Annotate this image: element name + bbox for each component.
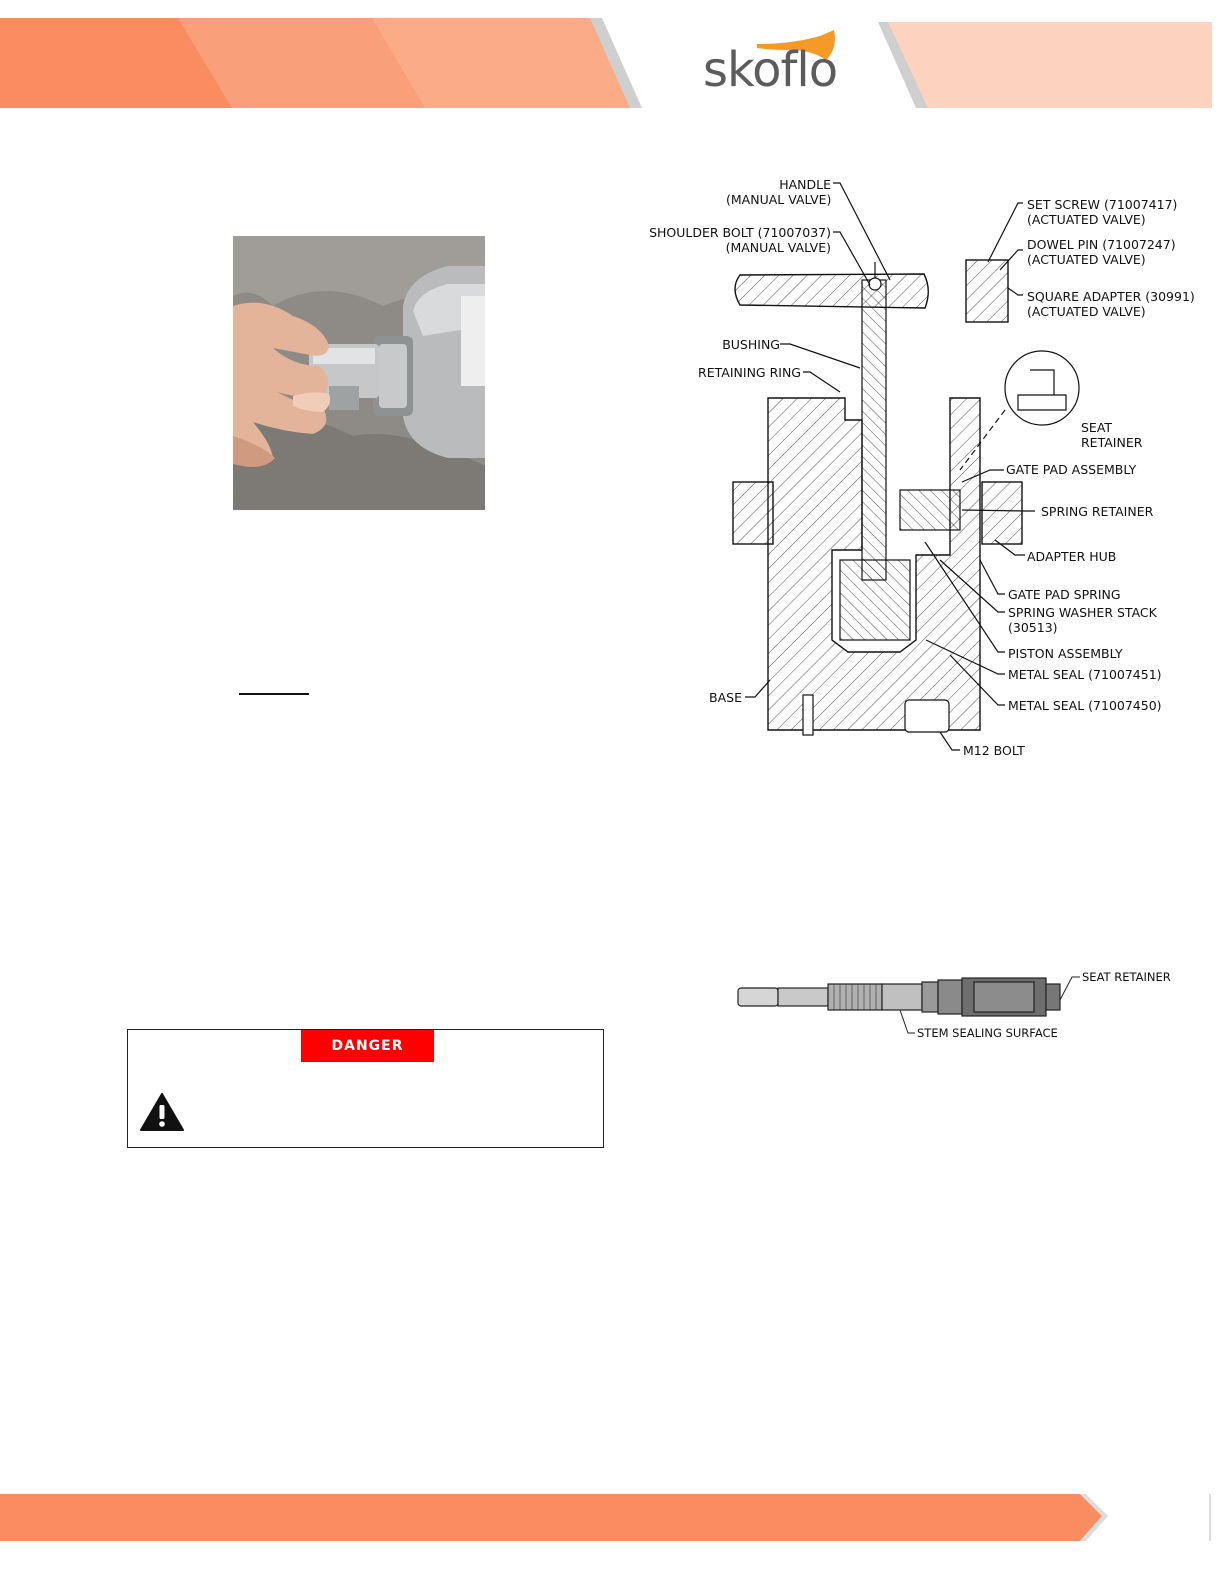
label-dowel-pin: DOWEL PIN (71007247) (ACTUATED VALVE) [1027, 237, 1176, 267]
brand-logo: skoflo [703, 42, 838, 98]
label-gate-pad-spring: GATE PAD SPRING [1008, 587, 1121, 602]
header-band [0, 0, 1225, 120]
label-retaining-ring: RETAINING RING [698, 365, 801, 380]
footer-band [0, 1490, 1225, 1550]
label-metal-seal-71007450: METAL SEAL (71007450) [1008, 698, 1162, 713]
label-bushing: BUSHING [722, 337, 780, 352]
underline-rule [239, 693, 309, 695]
label-handle: HANDLE (MANUAL VALVE) [726, 177, 832, 207]
label-spring-retainer: SPRING RETAINER [1041, 504, 1154, 519]
label-piston-assembly: PISTON ASSEMBLY [1008, 646, 1123, 661]
label-spring-washer-stack: SPRING WASHER STACK (30513) [1008, 605, 1157, 635]
label-square-adapter: SQUARE ADAPTER (30991) (ACTUATED VALVE) [1027, 289, 1195, 319]
label-seat-retainer-detail: SEAT RETAINER [1081, 420, 1143, 450]
label-metal-seal-71007451: METAL SEAL (71007451) [1008, 667, 1162, 682]
danger-warning-box [127, 1029, 604, 1148]
label-set-screw: SET SCREW (71007417) (ACTUATED VALVE) [1027, 197, 1178, 227]
label-base: BASE [709, 690, 742, 705]
label-stem-seat-retainer: SEAT RETAINER [1082, 970, 1171, 984]
label-shoulder-bolt: SHOULDER BOLT (71007037) (MANUAL VALVE) [649, 225, 831, 255]
label-stem-sealing-surface: STEM SEALING SURFACE [917, 1026, 1058, 1040]
label-m12-bolt: M12 BOLT [963, 743, 1025, 758]
warning-triangle-icon [139, 1092, 185, 1132]
seat-retainer-removal-photo [233, 236, 485, 510]
danger-label: DANGER [301, 1030, 434, 1062]
label-gate-pad-assembly: GATE PAD ASSEMBLY [1006, 462, 1137, 477]
label-adapter-hub: ADAPTER HUB [1027, 549, 1117, 564]
